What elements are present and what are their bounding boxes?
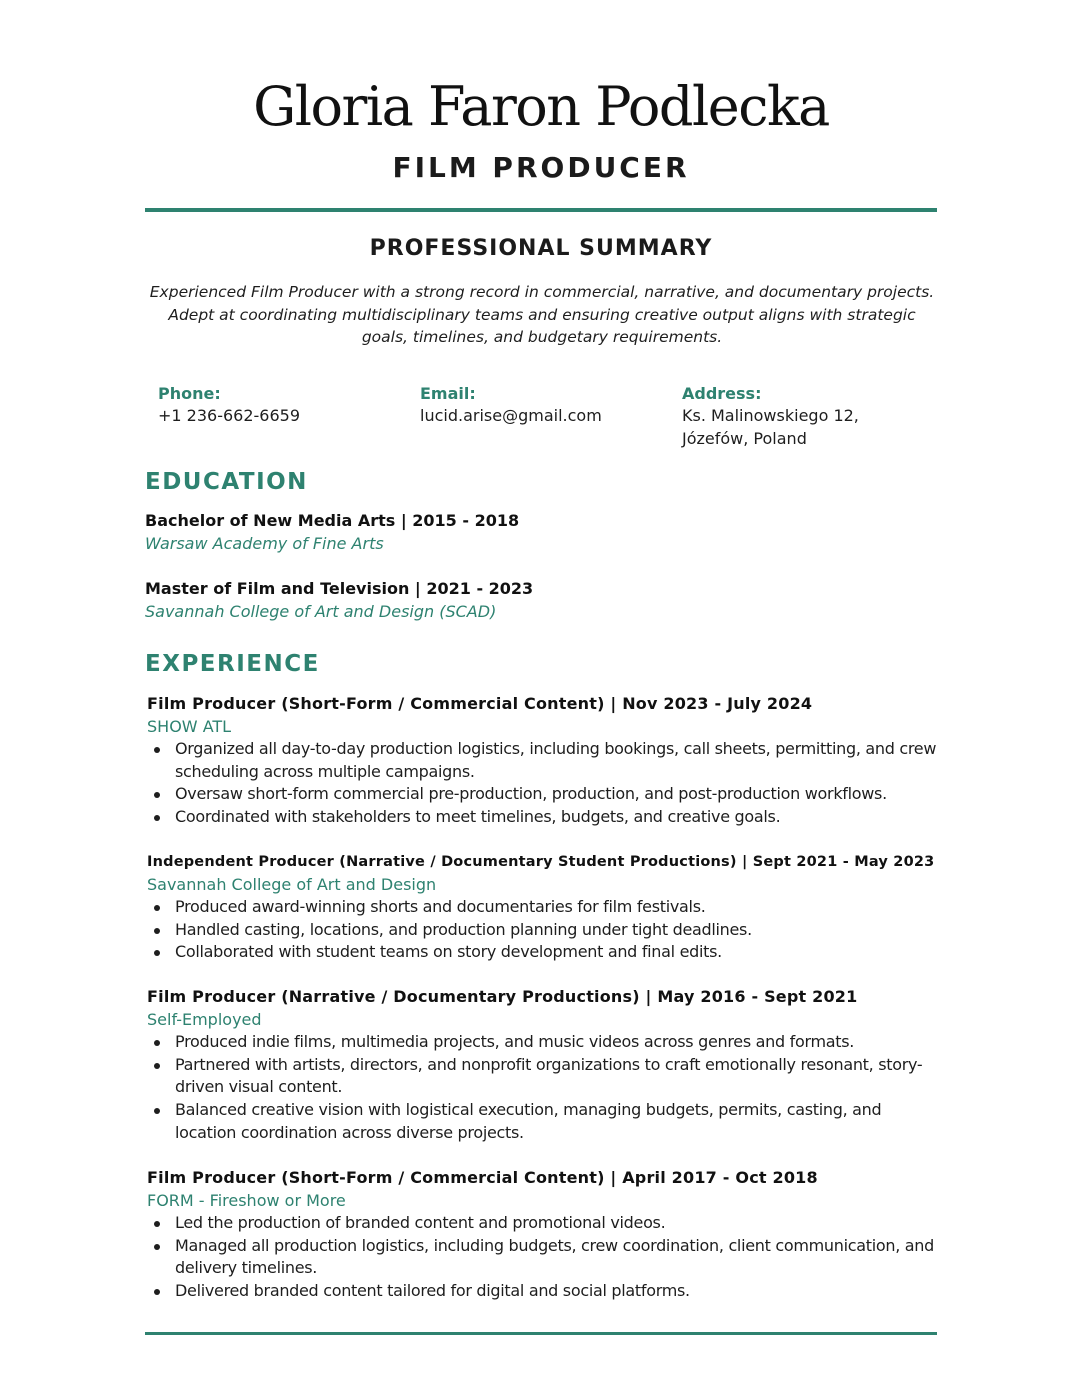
school: Warsaw Academy of Fine Arts [145,534,384,553]
job-title: Film Producer (Short-Form / Commercial Content) | April 2017 - Oct 2018 [147,1168,818,1187]
company: FORM - Fireshow or More [147,1190,346,1210]
address-line-2: Józefów, Poland [682,428,807,448]
school: Savannah College of Art and Design (SCAD) [145,602,497,621]
experience-item [147,851,937,964]
experience-item [147,1167,937,1303]
email-value: lucid.arise@gmail.com [420,406,602,425]
address-line-1: Ks. Malinowskiego 12, [682,406,859,425]
bullet-item: Balanced creative vision with logistical execution, managing budgets, permits, casting, and location coordination across diverse projects. [147,1099,937,1144]
bullet-item: Coordinated with stakeholders to meet timelines, budgets, and creative goals. [147,806,937,829]
bullet-list [147,1031,937,1145]
bullet-item: Organized all day-to-day production logistics, including bookings, call sheets, permitting, and crew scheduling across multiple campaigns. [147,738,937,783]
bullet-list [147,1212,937,1303]
job-title: Film Producer (Short-Form / Commercial Content) | Nov 2023 - July 2024 [147,694,813,713]
degree: Master of Film and Television | 2021 - 2023 [145,579,534,598]
header-divider [145,208,937,212]
bullet-item: Handled casting, locations, and production planning under tight deadlines. [147,919,937,942]
bullet-item: Produced indie films, multimedia projects, and music videos across genres and formats. [147,1031,937,1054]
company: SHOW ATL [147,716,232,736]
company: Savannah College of Art and Design [147,874,437,894]
summary-title: PROFESSIONAL SUMMARY [369,236,713,261]
education-title: EDUCATION [145,469,308,495]
degree: Bachelor of New Media Arts | 2015 - 2018 [145,511,520,530]
address-label: Address: [682,384,762,403]
bullet-item: Produced award-winning shorts and documentaries for film festivals. [147,896,937,919]
experience-title: EXPERIENCE [145,651,320,677]
job-title: Film Producer (Narrative / Documentary Productions) | May 2016 - Sept 2021 [147,987,858,1006]
experience-item [147,986,937,1145]
bullet-item: Oversaw short-form commercial pre-production, production, and post-production workflows. [147,783,937,806]
footer-divider [145,1332,937,1335]
bullet-item: Collaborated with student teams on story development and final edits. [147,941,937,964]
job-title: Independent Producer (Narrative / Documentary Student Productions) | Sept 2021 - May 2023 [147,854,935,870]
bullet-list [147,738,937,829]
email-label: Email: [420,384,476,403]
bullet-item: Delivered branded content tailored for digital and social platforms. [147,1280,937,1303]
bullet-item: Partnered with artists, directors, and nonprofit organizations to craft emotionally resonant, story-driven visual content. [147,1054,937,1099]
bullet-item: Led the production of branded content and promotional videos. [147,1212,937,1235]
summary-text: Experienced Film Producer with a strong record in commercial, narrative, and documentary projects. Adept at coordinating multidisciplinary teams and ensuring creative output aligns with strategic goals, timelines, and budgetary requirements. [149,283,935,346]
education-item [145,577,937,623]
experience-item [147,693,937,829]
bullet-list [147,896,937,964]
job-role: FILM PRODUCER [392,151,690,184]
bullet-item: Managed all production logistics, including budgets, crew coordination, client communication, and delivery timelines. [147,1235,937,1280]
contact-email [420,383,660,428]
phone-value: +1 236-662-6659 [158,406,301,425]
company: Self-Employed [147,1009,262,1029]
education-item [145,509,937,555]
candidate-name: Gloria Faron Podlecka [253,75,829,138]
contact-address [682,383,932,450]
contact-phone [158,383,398,428]
phone-label: Phone: [158,384,221,403]
